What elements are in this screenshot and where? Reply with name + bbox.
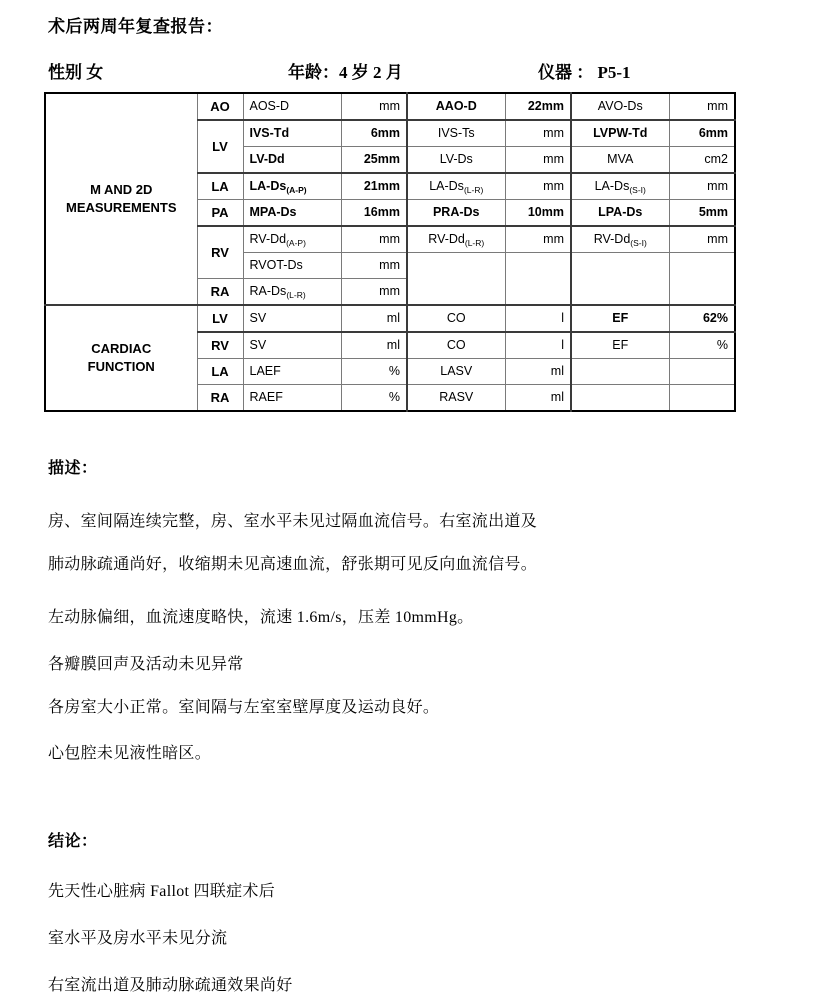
- conclusion-line: 右室流出道及肺动脉疏通效果尚好: [48, 977, 293, 994]
- measure-value: 16mm: [341, 200, 407, 227]
- measure-label: MPA-Ds: [243, 200, 341, 227]
- measurements-table: [44, 92, 736, 412]
- chamber-rv: RV: [197, 226, 243, 279]
- measure-label: IVS-Td: [243, 120, 341, 147]
- measure-value: 21mm: [341, 173, 407, 200]
- description-line: 肺动脉疏通尚好，收缩期未见高速血流，舒张期可见反向血流信号。: [48, 556, 538, 573]
- description-heading: 描述：: [48, 460, 98, 477]
- measure-value: %: [669, 332, 735, 359]
- measure-label: LAEF: [243, 359, 341, 385]
- chamber-ra-cf: RA: [197, 385, 243, 412]
- measure-value: mm: [669, 93, 735, 120]
- measure-value: ml: [341, 332, 407, 359]
- description-line: 房、室间隔连续完整，房、室水平未见过隔血流信号。右室流出道及: [48, 513, 538, 530]
- table-row: [45, 305, 735, 332]
- measure-value: mm: [505, 226, 571, 253]
- measure-label: $RV-Dd_{(L-R)}$: [407, 226, 505, 253]
- chamber-ao: AO: [197, 93, 243, 120]
- measure-value: 5mm: [669, 200, 735, 227]
- measure-value: l: [505, 305, 571, 332]
- measure-label: $RV-Dd_{(S-I)}$: [571, 226, 669, 253]
- measure-label: EF: [571, 305, 669, 332]
- measure-value: mm: [505, 173, 571, 200]
- measure-label: SV: [243, 332, 341, 359]
- measure-value: mm: [341, 279, 407, 306]
- measure-label: MVA: [571, 147, 669, 174]
- measure-label: CO: [407, 332, 505, 359]
- section-label-m2d: [45, 93, 197, 305]
- measure-label: $LA-Ds_{(S-I)}$: [571, 173, 669, 200]
- measure-label: RAEF: [243, 385, 341, 412]
- measure-label: EF: [571, 332, 669, 359]
- description-line: 左动脉偏细，血流速度略快，流速 1.6m/s，压差 10mmHg。: [48, 609, 474, 626]
- measure-label: RVOT-Ds: [243, 253, 341, 279]
- measure-label: LV-Ds: [407, 147, 505, 174]
- section-label-line1: M AND 2D: [90, 182, 153, 198]
- measure-label: AVO-Ds: [571, 93, 669, 120]
- measure-value: cm2: [669, 147, 735, 174]
- measure-value: 10mm: [505, 200, 571, 227]
- measure-label: PRA-Ds: [407, 200, 505, 227]
- conclusion-line: 室水平及房水平未见分流: [48, 930, 228, 947]
- section-label-line2: FUNCTION: [87, 359, 155, 374]
- section-label-line1: CARDIAC: [91, 341, 152, 357]
- measure-value: ml: [341, 305, 407, 332]
- measure-value: [669, 385, 735, 412]
- machine-model: 仪器 ： P5-1: [538, 63, 631, 82]
- measure-label: LV-Dd: [243, 147, 341, 174]
- patient-info-row: [48, 58, 748, 82]
- section-label-line2: MEASUREMENTS: [65, 200, 177, 215]
- chamber-pa: PA: [197, 200, 243, 227]
- measure-label: LPA-Ds: [571, 200, 669, 227]
- measure-value: %: [341, 359, 407, 385]
- measure-label: $RA-Ds_{(L-R)}$: [243, 279, 341, 306]
- measure-value: mm: [505, 147, 571, 174]
- measure-value: mm: [341, 253, 407, 279]
- measure-value: [669, 253, 735, 306]
- measure-value: ml: [505, 359, 571, 385]
- patient-age: 年龄：4 岁 2 月: [288, 63, 403, 82]
- description-line: 各瓣膜回声及活动未见异常: [48, 656, 244, 673]
- measure-label: CO: [407, 305, 505, 332]
- measure-value: 62%: [669, 305, 735, 332]
- description-line: 心包腔未见液性暗区。: [48, 745, 212, 762]
- section-label-cardiac-function: [45, 305, 197, 411]
- measure-value: 6mm: [669, 120, 735, 147]
- measure-label: LVPW-Td: [571, 120, 669, 147]
- chamber-la-cf: LA: [197, 359, 243, 385]
- conclusion-heading: 结论：: [48, 833, 98, 850]
- measure-label: LASV: [407, 359, 505, 385]
- measure-label: $LA-Ds_{(L-R)}$: [407, 173, 505, 200]
- chamber-la: LA: [197, 173, 243, 200]
- conclusion-line: 先天性心脏病 Fallot 四联症术后: [48, 883, 276, 900]
- measure-label: [571, 385, 669, 412]
- chamber-lv: LV: [197, 120, 243, 173]
- measure-label: AOS-D: [243, 93, 341, 120]
- measure-value: [669, 359, 735, 385]
- measure-value: %: [341, 385, 407, 412]
- table-row: [45, 93, 735, 120]
- measure-value: mm: [341, 93, 407, 120]
- measure-label: [571, 359, 669, 385]
- measure-label: $LA-Ds_{(A-P)}$: [243, 173, 341, 200]
- chamber-rv-cf: RV: [197, 332, 243, 359]
- measure-label: AAO-D: [407, 93, 505, 120]
- measure-value: 22mm: [505, 93, 571, 120]
- measure-label: [407, 253, 505, 306]
- measure-value: 25mm: [341, 147, 407, 174]
- measure-value: l: [505, 332, 571, 359]
- chamber-ra: RA: [197, 279, 243, 306]
- report-title: 术后两周年复查报告：: [48, 17, 223, 36]
- measure-label: [571, 253, 669, 306]
- measure-value: 6mm: [341, 120, 407, 147]
- measure-value: mm: [505, 120, 571, 147]
- measure-value: mm: [341, 226, 407, 253]
- patient-sex: 性别 女: [48, 63, 104, 82]
- measure-label: RASV: [407, 385, 505, 412]
- description-line: 各房室大小正常。室间隔与左室室壁厚度及运动良好。: [48, 699, 440, 716]
- measure-value: [505, 253, 571, 306]
- measure-label: $RV-Dd_{(A-P)}$: [243, 226, 341, 253]
- chamber-lv-cf: LV: [197, 305, 243, 332]
- measure-label: SV: [243, 305, 341, 332]
- measure-label: IVS-Ts: [407, 120, 505, 147]
- measure-value: mm: [669, 173, 735, 200]
- measure-value: mm: [669, 226, 735, 253]
- measure-value: ml: [505, 385, 571, 412]
